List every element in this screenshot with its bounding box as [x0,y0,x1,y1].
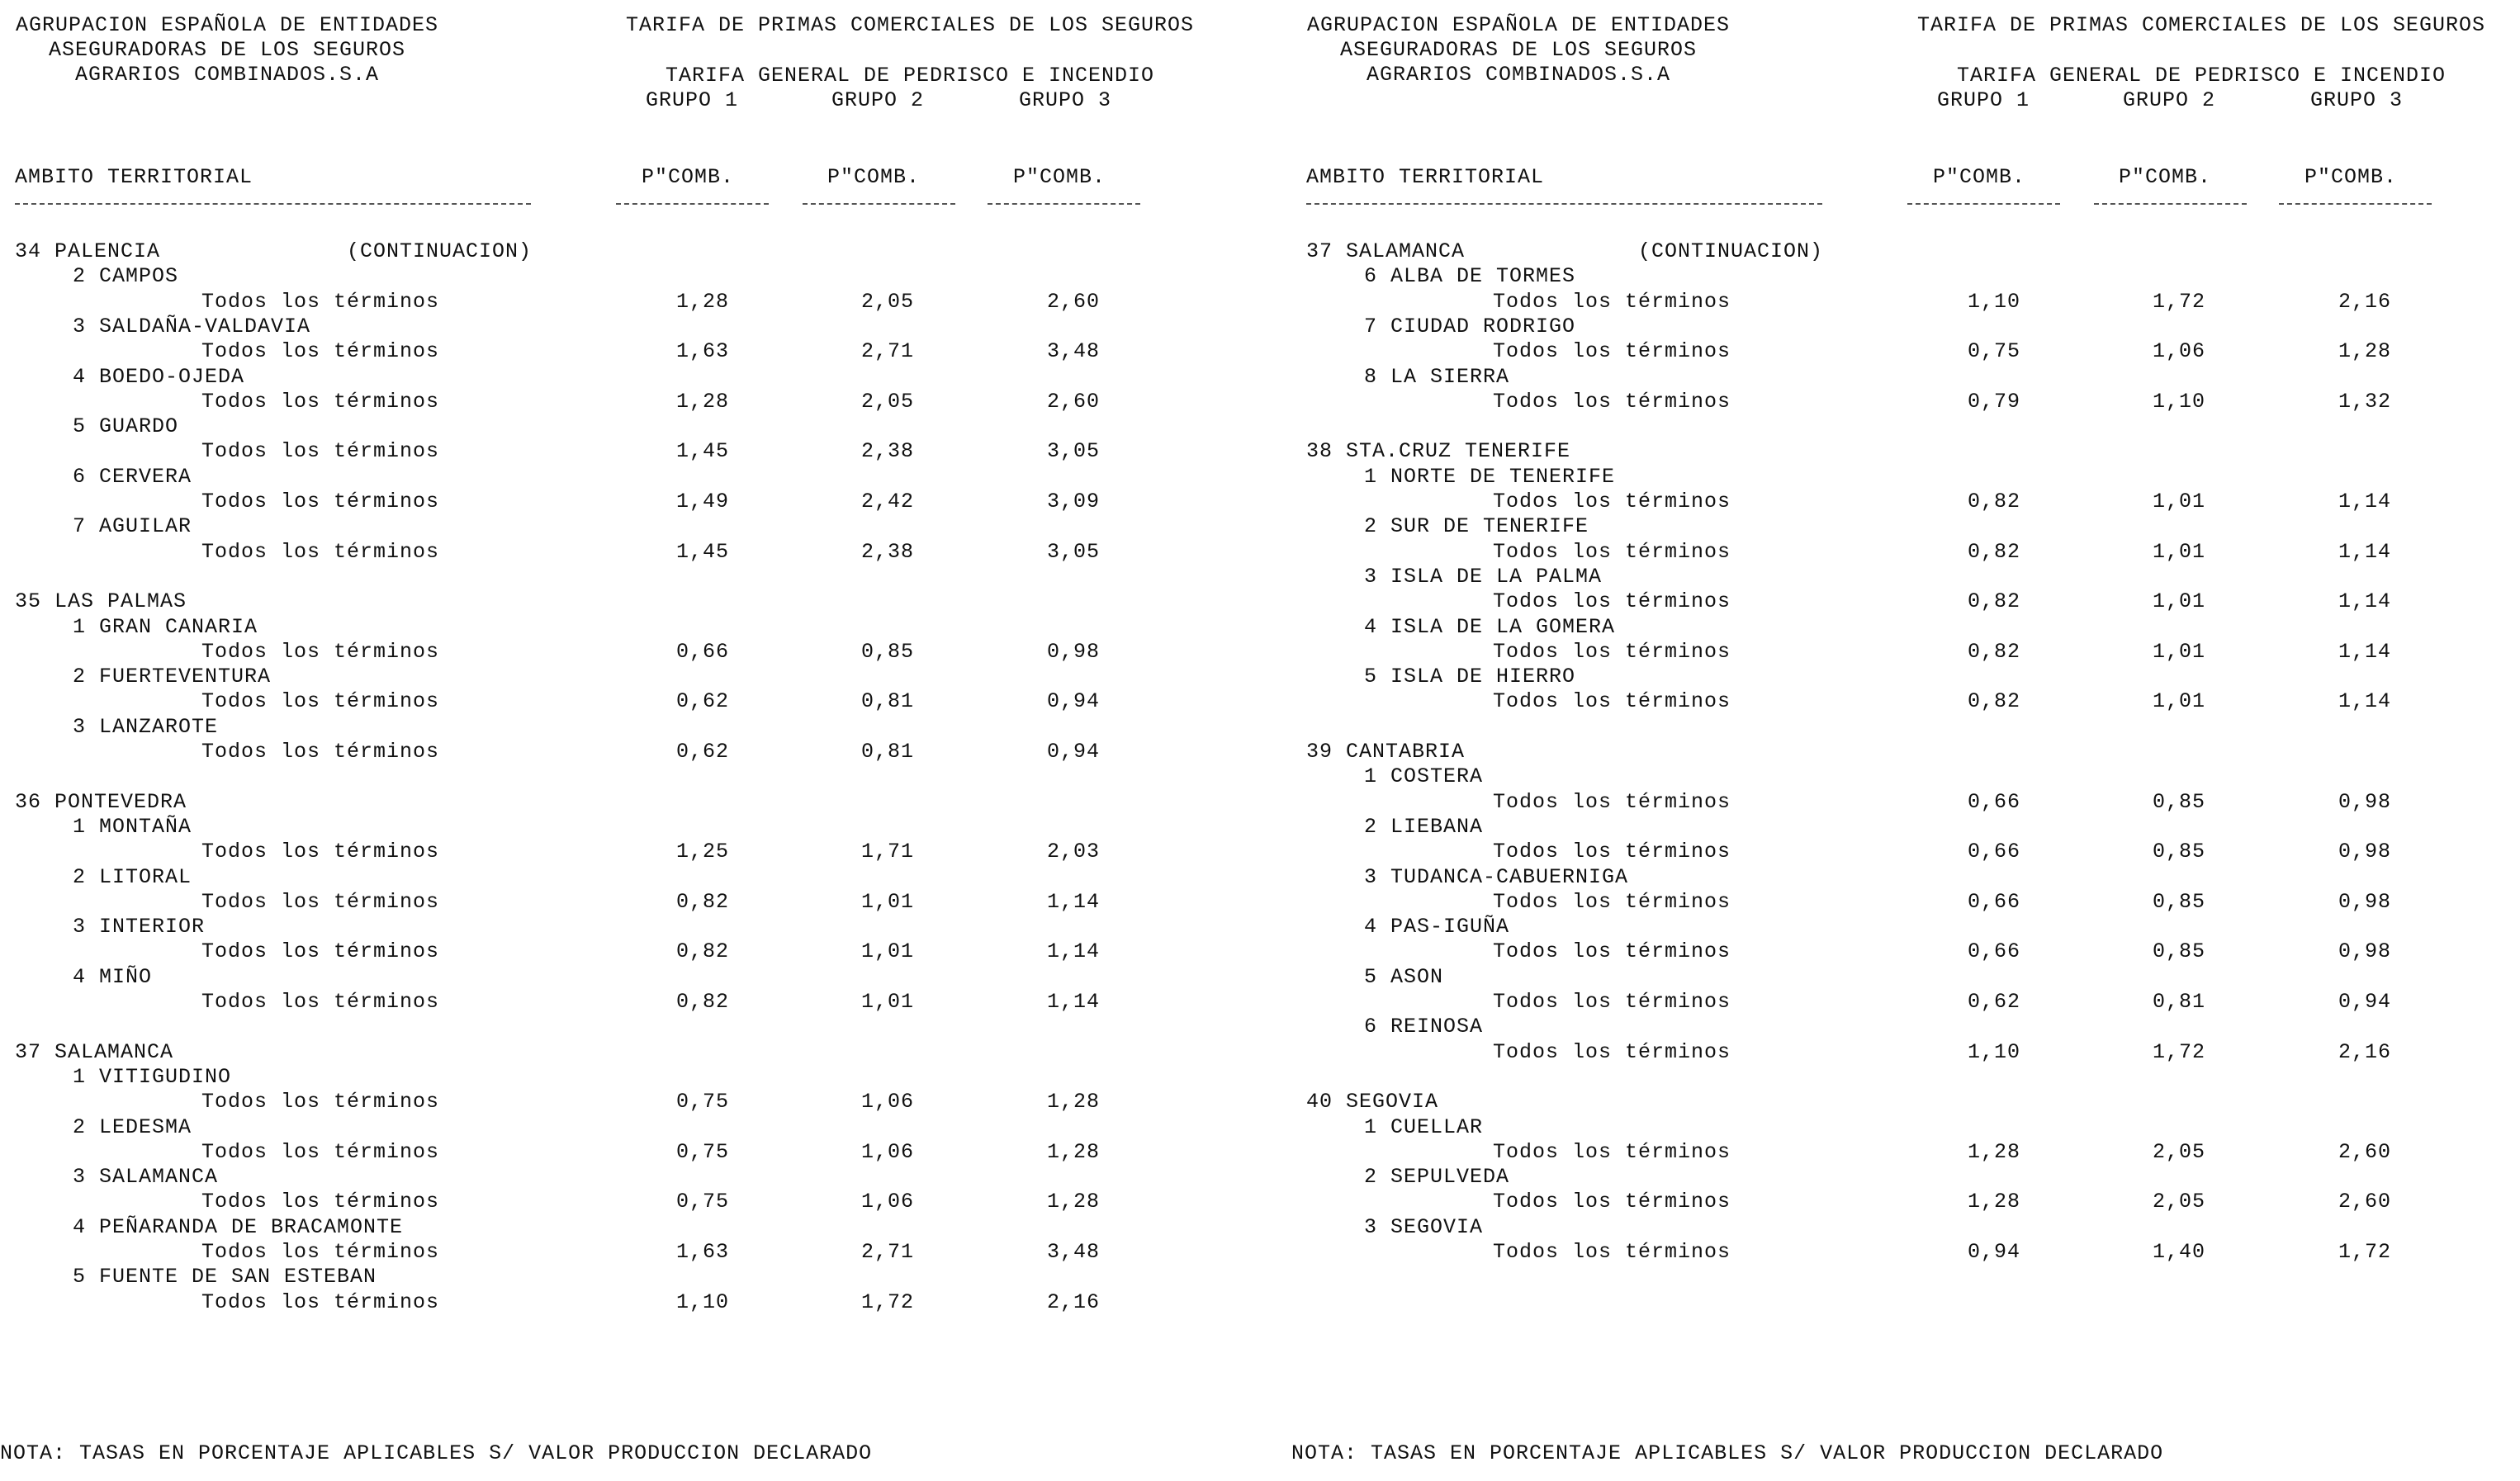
terms-label: Todos los términos [1493,1190,1731,1214]
terms-label: Todos los términos [1493,689,1731,714]
premium-value: 2,60 [2338,1190,2391,1214]
premium-value: 0,75 [1967,339,2020,364]
premium-value: 1,06 [2152,339,2205,364]
premium-value: 2,60 [2338,1139,2391,1164]
premium-value: 1,10 [2152,389,2205,414]
premium-value: 0,66 [1967,939,2020,964]
premium-value: 0,98 [2338,789,2391,814]
premium-value: 1,28 [1046,1139,1100,1164]
footnote: NOTA: TASAS EN PORCENTAJE APLICABLES S/ VALOR PRODUCCION DECLARADO [1291,1441,2164,1465]
group-label: GRUPO 1 [645,88,739,112]
comb-heading: P"COMB. [1932,165,2026,189]
premium-value: 3,05 [1046,439,1100,464]
premium-value: 0,94 [2338,990,2391,1014]
terms-label: Todos los términos [1493,840,1731,864]
premium-value: 1,14 [1046,990,1100,1014]
premium-value: 3,48 [1046,339,1100,364]
group-label: GRUPO 2 [831,88,925,112]
premium-value: 0,66 [1967,840,2020,864]
comb-heading: P"COMB. [827,165,921,189]
province-heading: 36 PONTEVEDRA [15,789,187,814]
premium-value: 1,01 [860,889,914,914]
comarca-name: 3 SALAMANCA [73,1165,219,1190]
premium-value: 0,75 [675,1190,729,1214]
premium-value: 0,66 [675,639,729,664]
premium-value: 1,32 [2338,389,2391,414]
premium-value: 1,14 [1046,939,1100,964]
org-name-line: AGRUPACION ESPAÑOLA DE ENTIDADES [15,13,439,37]
premium-value: 2,71 [860,339,914,364]
comarca-name: 4 BOEDO-OJEDA [73,364,245,389]
terms-label: Todos los términos [1493,789,1731,814]
premium-value: 2,60 [1046,389,1100,414]
premium-value: 2,05 [2152,1139,2205,1164]
province-heading: 35 LAS PALMAS [15,589,187,614]
premium-value: 2,16 [1046,1289,1100,1314]
premium-value: 1,72 [860,1289,914,1314]
premium-value: 0,85 [2152,840,2205,864]
premium-value: 0,82 [1967,689,2020,714]
comarca-name: 7 AGUILAR [73,514,192,539]
comb-heading: P"COMB. [641,165,735,189]
premium-value: 1,06 [860,1090,914,1114]
org-name-line: AGRUPACION ESPAÑOLA DE ENTIDADES [1306,13,1731,37]
terms-label: Todos los términos [1493,589,1731,614]
premium-value: 0,82 [1967,490,2020,513]
premium-value: 0,75 [675,1139,729,1164]
premium-value: 2,71 [860,1240,914,1264]
org-name-line: ASEGURADORAS DE LOS SEGUROS [48,38,406,62]
terms-label: Todos los términos [201,1139,440,1164]
province-heading: 34 PALENCIA [15,239,161,263]
ambito-heading: AMBITO TERRITORIAL [1306,165,1545,189]
premium-value: 1,10 [1967,289,2020,314]
comarca-name: 2 LIEBANA [1364,814,1484,839]
dashed-rule [15,203,531,205]
comarca-name: 3 TUDANCA-CABUERNIGA [1364,864,1629,889]
terms-label: Todos los términos [1493,939,1731,964]
comarca-name: 5 ASON [1364,964,1444,989]
dashed-rule [1306,203,1822,205]
terms-label: Todos los términos [1493,339,1731,364]
premium-value: 1,01 [2152,490,2205,513]
premium-value: 0,98 [2338,939,2391,964]
comarca-name: 4 ISLA DE LA GOMERA [1364,614,1616,639]
premium-value: 1,14 [2338,490,2391,513]
premium-value: 0,66 [1967,889,2020,914]
document-title: TARIFA DE PRIMAS COMERCIALES DE LOS SEGUROS [625,13,1195,37]
comarca-name: 1 GRAN CANARIA [73,614,258,639]
province-heading: 40 SEGOVIA [1306,1090,1439,1114]
comarca-name: 1 NORTE DE TENERIFE [1364,464,1616,489]
comarca-name: 3 INTERIOR [73,915,206,939]
group-label: GRUPO 3 [2309,88,2404,112]
premium-value: 1,72 [2152,289,2205,314]
premium-value: 1,28 [1046,1190,1100,1214]
premium-value: 2,16 [2338,1039,2391,1064]
premium-value: 1,14 [2338,539,2391,564]
premium-value: 1,01 [2152,539,2205,564]
province-heading: 38 STA.CRUZ TENERIFE [1306,439,1571,464]
premium-value: 1,45 [675,439,729,464]
comarca-name: 3 SEGOVIA [1364,1214,1484,1239]
premium-value: 1,40 [2152,1240,2205,1264]
terms-label: Todos los términos [1493,539,1731,564]
comarca-name: 2 LITORAL [73,864,192,889]
comarca-name: 5 GUARDO [73,414,179,439]
terms-label: Todos los términos [201,840,440,864]
premium-value: 1,45 [675,539,729,564]
terms-label: Todos los términos [201,939,440,964]
premium-value: 1,49 [675,490,729,513]
premium-value: 0,62 [675,689,729,714]
premium-value: 2,05 [860,289,914,314]
terms-label: Todos los términos [1493,1139,1731,1164]
ambito-heading: AMBITO TERRITORIAL [15,165,253,189]
comarca-name: 4 PAS-IGUÑA [1364,915,1510,939]
premium-value: 0,81 [860,740,914,764]
comarca-name: 5 ISLA DE HIERRO [1364,665,1576,689]
premium-value: 1,28 [1046,1090,1100,1114]
premium-value: 1,25 [675,840,729,864]
premium-value: 0,79 [1967,389,2020,414]
premium-value: 1,01 [860,990,914,1014]
premium-value: 0,81 [860,689,914,714]
comarca-name: 6 ALBA DE TORMES [1364,264,1576,289]
premium-value: 1,28 [675,389,729,414]
premium-value: 1,06 [860,1190,914,1214]
terms-label: Todos los términos [201,1289,440,1314]
terms-label: Todos los términos [1493,990,1731,1014]
terms-label: Todos los términos [201,689,440,714]
premium-value: 1,63 [675,1240,729,1264]
premium-value: 0,66 [1967,789,2020,814]
dashed-rule [988,203,1140,205]
premium-value: 1,10 [675,1289,729,1314]
document-title: TARIFA DE PRIMAS COMERCIALES DE LOS SEGUROS [1916,13,2486,37]
premium-value: 0,82 [1967,639,2020,664]
terms-label: Todos los términos [201,1190,440,1214]
premium-value: 3,05 [1046,539,1100,564]
terms-label: Todos los términos [201,990,440,1014]
terms-label: Todos los términos [201,339,440,364]
premium-value: 0,98 [1046,639,1100,664]
premium-value: 2,05 [2152,1190,2205,1214]
dashed-rule [1907,203,2060,205]
group-label: GRUPO 2 [2122,88,2216,112]
premium-value: 0,98 [2338,889,2391,914]
terms-label: Todos los términos [201,389,440,414]
premium-value: 0,85 [860,639,914,664]
premium-value: 1,72 [2338,1240,2391,1264]
comarca-name: 4 PEÑARANDA DE BRACAMONTE [73,1214,404,1239]
terms-label: Todos los términos [1493,289,1731,314]
terms-label: Todos los términos [1493,389,1731,414]
terms-label: Todos los términos [1493,639,1731,664]
continuation-label: (CONTINUACION) [347,239,533,263]
premium-value: 2,42 [860,490,914,513]
province-heading: 39 CANTABRIA [1306,740,1466,764]
premium-value: 1,72 [2152,1039,2205,1064]
premium-value: 2,05 [860,389,914,414]
premium-value: 2,60 [1046,289,1100,314]
premium-value: 2,38 [860,439,914,464]
comarca-name: 4 MIÑO [73,964,153,989]
terms-label: Todos los términos [201,539,440,564]
premium-value: 0,94 [1046,740,1100,764]
comb-heading: P"COMB. [1012,165,1106,189]
province-heading: 37 SALAMANCA [15,1039,174,1064]
continuation-label: (CONTINUACION) [1638,239,1824,263]
terms-label: Todos los términos [201,1090,440,1114]
group-label: GRUPO 3 [1018,88,1112,112]
premium-value: 0,98 [2338,840,2391,864]
comarca-name: 2 CAMPOS [73,264,179,289]
premium-value: 1,01 [2152,689,2205,714]
premium-value: 0,82 [1967,539,2020,564]
premium-value: 1,28 [2338,339,2391,364]
comarca-name: 3 ISLA DE LA PALMA [1364,564,1603,589]
footnote: NOTA: TASAS EN PORCENTAJE APLICABLES S/ VALOR PRODUCCION DECLARADO [0,1441,873,1465]
tariff-subtitle: TARIFA GENERAL DE PEDRISCO E INCENDIO [665,64,1155,88]
premium-value: 1,10 [1967,1039,2020,1064]
comarca-name: 3 SALDAÑA-VALDAVIA [73,314,311,338]
premium-value: 2,38 [860,539,914,564]
org-name-line: AGRARIOS COMBINADOS.S.A [1366,63,1671,87]
comarca-name: 2 FUERTEVENTURA [73,665,272,689]
dashed-rule [616,203,769,205]
comarca-name: 2 LEDESMA [73,1114,192,1139]
dashed-rule [2279,203,2432,205]
terms-label: Todos los términos [201,490,440,513]
premium-value: 0,82 [675,990,729,1014]
premium-value: 0,82 [675,939,729,964]
terms-label: Todos los términos [1493,490,1731,513]
premium-value: 0,94 [1046,689,1100,714]
premium-value: 2,03 [1046,840,1100,864]
premium-value: 1,71 [860,840,914,864]
premium-value: 0,94 [1967,1240,2020,1264]
dashed-rule [803,203,955,205]
comarca-name: 6 CERVERA [73,464,192,489]
comarca-name: 7 CIUDAD RODRIGO [1364,314,1576,338]
premium-value: 1,14 [2338,639,2391,664]
premium-value: 0,62 [1967,990,2020,1014]
dashed-rule [2094,203,2247,205]
terms-label: Todos los términos [201,740,440,764]
premium-value: 1,28 [1967,1190,2020,1214]
premium-value: 1,28 [675,289,729,314]
premium-value: 0,62 [675,740,729,764]
premium-value: 0,85 [2152,889,2205,914]
comb-heading: P"COMB. [2118,165,2212,189]
org-name-line: AGRARIOS COMBINADOS.S.A [74,63,380,87]
comarca-name: 6 REINOSA [1364,1015,1484,1039]
group-label: GRUPO 1 [1936,88,2030,112]
org-name-line: ASEGURADORAS DE LOS SEGUROS [1339,38,1698,62]
premium-value: 0,75 [675,1090,729,1114]
premium-value: 1,01 [2152,639,2205,664]
premium-value: 3,48 [1046,1240,1100,1264]
tariff-subtitle: TARIFA GENERAL DE PEDRISCO E INCENDIO [1956,64,2447,88]
premium-value: 1,14 [2338,689,2391,714]
comarca-name: 8 LA SIERRA [1364,364,1510,389]
premium-value: 1,63 [675,339,729,364]
comarca-name: 2 SUR DE TENERIFE [1364,514,1589,539]
premium-value: 2,16 [2338,289,2391,314]
premium-value: 1,01 [2152,589,2205,614]
premium-value: 1,14 [2338,589,2391,614]
terms-label: Todos los términos [201,1240,440,1264]
comarca-name: 3 LANZAROTE [73,714,219,739]
terms-label: Todos los términos [201,289,440,314]
premium-value: 0,82 [1967,589,2020,614]
province-heading: 37 SALAMANCA [1306,239,1466,263]
comarca-name: 1 CUELLAR [1364,1114,1484,1139]
premium-value: 1,01 [860,939,914,964]
terms-label: Todos los términos [1493,1039,1731,1064]
premium-value: 0,82 [675,889,729,914]
terms-label: Todos los términos [201,639,440,664]
terms-label: Todos los términos [201,889,440,914]
premium-value: 0,81 [2152,990,2205,1014]
comarca-name: 1 COSTERA [1364,764,1484,789]
comarca-name: 1 VITIGUDINO [73,1064,232,1089]
premium-value: 0,85 [2152,939,2205,964]
comarca-name: 1 MONTAÑA [73,814,192,839]
premium-value: 0,85 [2152,789,2205,814]
terms-label: Todos los términos [1493,1240,1731,1264]
comb-heading: P"COMB. [2304,165,2398,189]
premium-value: 1,28 [1967,1139,2020,1164]
premium-value: 1,14 [1046,889,1100,914]
comarca-name: 2 SEPULVEDA [1364,1165,1510,1190]
premium-value: 1,06 [860,1139,914,1164]
premium-value: 3,09 [1046,490,1100,513]
terms-label: Todos los términos [201,439,440,464]
comarca-name: 5 FUENTE DE SAN ESTEBAN [73,1265,377,1289]
terms-label: Todos los términos [1493,889,1731,914]
